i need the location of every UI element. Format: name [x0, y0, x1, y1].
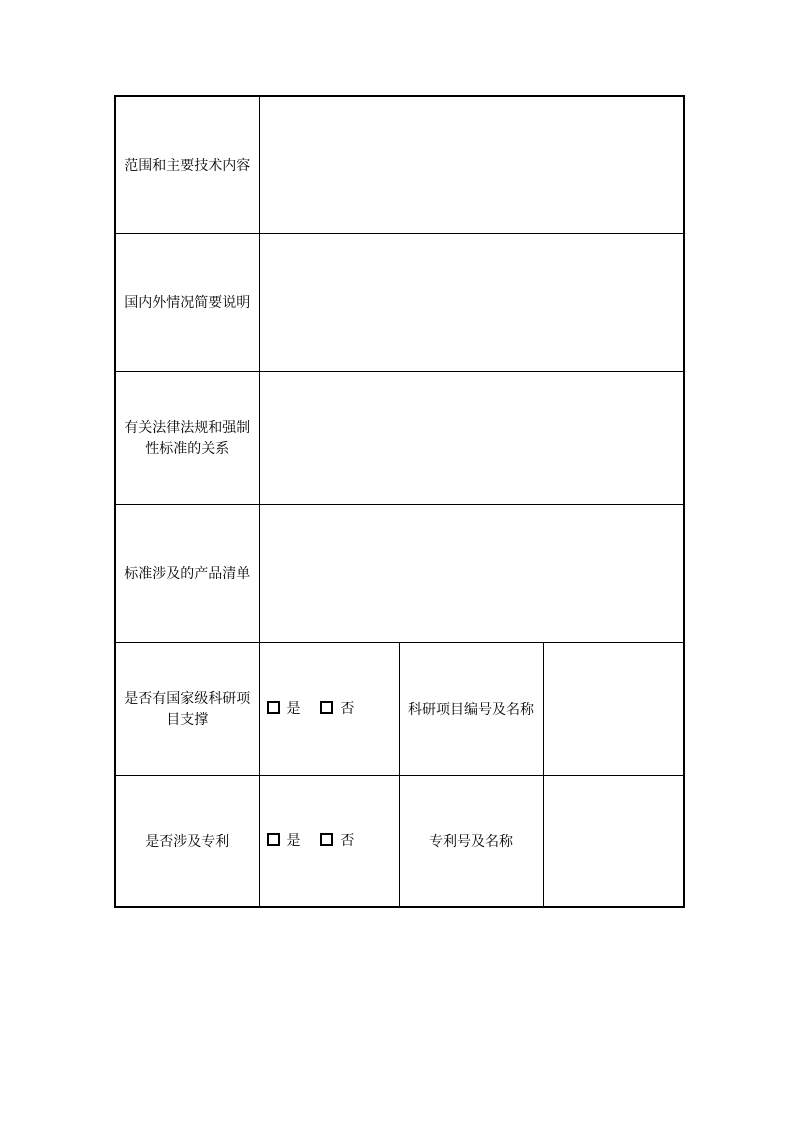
patent-no-option[interactable] [320, 833, 354, 847]
patent-yes-label: 是 [286, 831, 301, 848]
research-yes-checkbox[interactable] [267, 701, 280, 714]
research-project-choice-cell [259, 643, 399, 776]
row-label-scope: 范围和主要技术内容 [115, 96, 259, 234]
row-scope [115, 96, 684, 234]
research-project-sub-label: 科研项目编号及名称 [399, 643, 543, 776]
patent-yes-checkbox[interactable] [267, 833, 280, 846]
row-label-laws-standards: 有关法律法规和强制性标准的关系 [115, 372, 259, 505]
row-label-product-list: 标准涉及的产品清单 [115, 505, 259, 643]
patent-yes-option[interactable] [267, 833, 301, 847]
patent-no-checkbox[interactable] [320, 833, 333, 846]
patent-choice-cell [259, 776, 399, 908]
row-product-list [115, 505, 684, 643]
row-label-domestic-foreign: 国内外情况简要说明 [115, 234, 259, 372]
research-yes-label: 是 [286, 699, 301, 716]
research-project-input-cell[interactable] [543, 643, 684, 776]
form-table [114, 95, 685, 908]
row-label-patent: 是否涉及专利 [115, 776, 259, 908]
research-no-checkbox[interactable] [320, 701, 333, 714]
domestic-foreign-input-cell[interactable] [259, 234, 684, 372]
laws-standards-input-cell[interactable] [259, 372, 684, 505]
research-no-option[interactable] [320, 701, 354, 715]
row-domestic-foreign [115, 234, 684, 372]
patent-input-cell[interactable] [543, 776, 684, 908]
research-yes-option[interactable] [267, 701, 301, 715]
row-label-research-project: 是否有国家级科研项目支撑 [115, 643, 259, 776]
row-patent [115, 776, 684, 908]
row-laws-standards [115, 372, 684, 505]
product-list-input-cell[interactable] [259, 505, 684, 643]
patent-sub-label: 专利号及名称 [399, 776, 543, 908]
research-no-label: 否 [340, 699, 355, 716]
row-research-project [115, 643, 684, 776]
patent-no-label: 否 [340, 831, 355, 848]
scope-input-cell[interactable] [259, 96, 684, 234]
